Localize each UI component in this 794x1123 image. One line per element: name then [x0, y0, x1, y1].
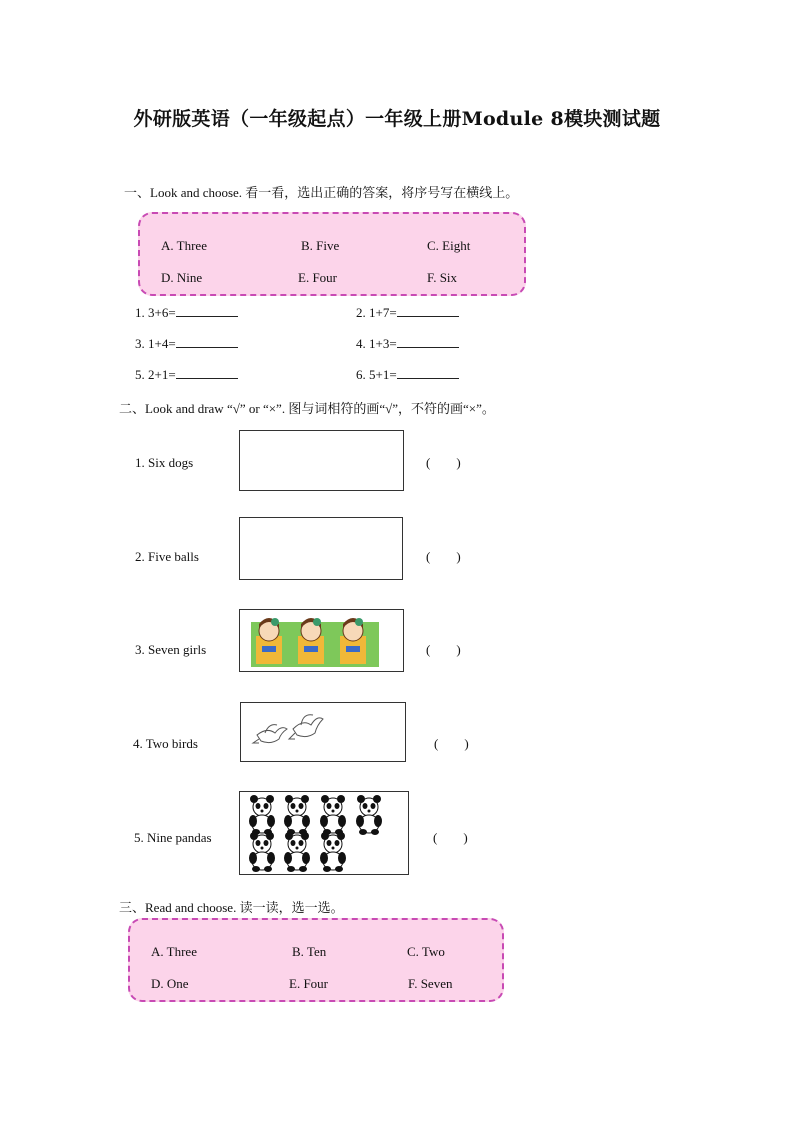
- option-b: B. Five: [301, 238, 340, 253]
- item-label-5: 5. Nine pandas: [134, 830, 212, 845]
- page-title: 外研版英语（一年级起点）一年级上册Module 8模块测试题: [133, 108, 661, 130]
- picture-box-3: [239, 609, 404, 672]
- girl-figure-2: [298, 618, 324, 664]
- pandas-illustration: [240, 792, 408, 874]
- option-c: C. Eight: [427, 238, 471, 253]
- girl-figure-3: [340, 618, 366, 664]
- item-label-2: 2. Five balls: [135, 549, 199, 564]
- option-e: E. Four: [289, 976, 328, 991]
- question-1: [135, 304, 238, 321]
- question-3-text: 3. 1+4=: [135, 336, 176, 351]
- section-3-heading: 三、Read and choose. 读一读，选一选。: [119, 900, 344, 915]
- option-d: D. Nine: [161, 270, 203, 285]
- panda-icon-2: [284, 795, 310, 835]
- picture-box-2: [239, 517, 403, 580]
- item-label-1: 1. Six dogs: [135, 455, 194, 470]
- option-f: F. Seven: [408, 976, 453, 991]
- question-6-text: 6. 5+1=: [356, 367, 397, 382]
- panda-icon-4: [356, 795, 382, 835]
- birds-illustration: [241, 703, 405, 761]
- answer-blank-2[interactable]: [397, 304, 459, 317]
- picture-box-4: [240, 702, 406, 762]
- section-1-heading: 一、Look and choose. 看一看，选出正确的答案，将序号写在横线上。: [124, 185, 519, 200]
- girl-figure-1: [256, 618, 282, 664]
- answer-parens-1[interactable]: ( ): [426, 455, 461, 470]
- question-2: [356, 304, 459, 321]
- option-b: B. Ten: [292, 944, 327, 959]
- panda-icon-3: [320, 795, 346, 835]
- answer-blank-3[interactable]: [176, 335, 238, 348]
- panda-icon-7: [320, 832, 346, 872]
- answer-blank-5[interactable]: [176, 366, 238, 379]
- picture-box-5: [239, 791, 409, 875]
- panda-icon-6: [284, 832, 310, 872]
- section-2-heading: 二、Look and draw “√” or “×”. 图与词相符的画“√”，不符的画“×”。: [119, 401, 495, 416]
- answer-blank-4[interactable]: [397, 335, 459, 348]
- question-4-text: 4. 1+3=: [356, 336, 397, 351]
- answer-blank-1[interactable]: [176, 304, 238, 317]
- question-5: [135, 366, 238, 383]
- options-box-1: [138, 212, 526, 296]
- answer-parens-4[interactable]: ( ): [434, 736, 469, 751]
- answer-parens-3[interactable]: ( ): [426, 642, 461, 657]
- answer-blank-6[interactable]: [397, 366, 459, 379]
- answer-parens-5[interactable]: ( ): [433, 830, 468, 845]
- panda-icon-5: [249, 832, 275, 872]
- option-a: A. Three: [151, 944, 197, 959]
- question-6: [356, 366, 459, 383]
- bird-icon-2: [289, 715, 323, 739]
- option-f: F. Six: [427, 270, 458, 285]
- bird-icon-1: [253, 725, 287, 743]
- item-label-4: 4. Two birds: [133, 736, 198, 751]
- question-3: [135, 335, 238, 352]
- panda-icon-1: [249, 795, 275, 835]
- answer-parens-2[interactable]: ( ): [426, 549, 461, 564]
- option-a: A. Three: [161, 238, 207, 253]
- picture-box-1: [239, 430, 404, 491]
- item-label-3: 3. Seven girls: [135, 642, 207, 657]
- options-box-3: [128, 918, 504, 1002]
- option-d: D. One: [151, 976, 189, 991]
- question-4: [356, 335, 459, 352]
- girls-illustration: [240, 610, 403, 671]
- question-1-text: 1. 3+6=: [135, 305, 176, 320]
- option-c: C. Two: [407, 944, 445, 959]
- option-e: E. Four: [298, 270, 337, 285]
- question-2-text: 2. 1+7=: [356, 305, 397, 320]
- question-5-text: 5. 2+1=: [135, 367, 176, 382]
